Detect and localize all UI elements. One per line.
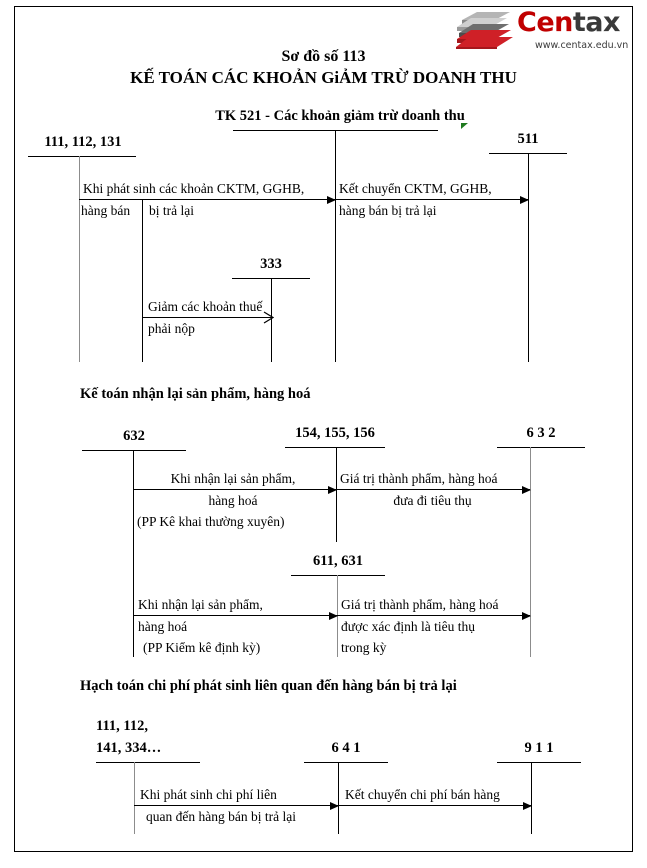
account-641-label: 6 4 1 [331,740,361,756]
account-111-112-141-334-label-line2: 141, 334… [96,740,162,756]
account-632-left-bar [82,450,186,451]
flow-giatri-xacdinh-line3: trong kỳ [341,640,387,655]
account-333-label: 333 [260,256,282,272]
flow-nhanlai-kkdk-line3: (PP Kiểm kê định kỳ) [143,640,261,655]
logo-website-url: www.centax.edu.vn [535,40,629,51]
flow-nhanlai-kkdk-line1: Khi nhận lại sản phẩm, [138,597,263,612]
flow-nhanlai-kkx-line1: Khi nhận lại sản phẩm, [170,471,296,486]
flow-ketchuyen-cpbh-arrow [338,805,531,806]
account-154-155-156-bar [285,447,385,448]
account-111-112-141-334-bar [96,762,200,763]
centax-wordmark [517,6,620,40]
flow-giatri-tieuthu-line1: Giá trị thành phẩm, hàng hoá [340,471,498,486]
account-511-label: 511 [517,131,539,147]
flow-ckmt-label-line2a: hàng bán [81,203,131,218]
flow-ckmt-label-line1: Khi phát sinh các khoản CKTM, GGHB, [83,181,305,196]
section2-heading: Kế toán nhận lại sản phẩm, hàng hoá [80,386,311,402]
account-611-631-label: 611, 631 [313,553,363,569]
logo-tax-text: tax [572,7,620,38]
flow-chiphi-line2: quan đến hàng bán bị trả lại [146,809,296,824]
account-154-155-156-vline [336,447,337,542]
account-641-vline [338,762,339,834]
flow-giatri-tieuthu-line2: đưa đi tiêu thụ [393,493,472,508]
account-911-vline [531,762,532,834]
account-632-right-label: 6 3 2 [526,425,556,441]
flow-nhanlai-kkx-line2: hàng hoá [208,493,258,508]
flow-giamthue-arrowhead-icon [263,311,274,324]
account-111-112-141-334-vline [134,762,135,834]
account-tk521-vline [335,130,336,362]
green-marker-icon [461,123,468,129]
account-tk521-label: TK 521 - Các khoản giảm trừ doanh thu [215,108,465,124]
flow-ketchuyen-cpbh-line1: Kết chuyển chi phí bán hàng [345,787,500,802]
account-641-bar [304,762,388,763]
account-632-right-vline [530,447,531,657]
account-111-112-131-label: 111, 112, 131 [44,134,122,150]
account-111-112-131-bar [28,156,136,157]
account-911-label: 9 1 1 [524,740,554,756]
account-111-112-131-vline [79,156,80,362]
flow-chiphi-line1: Khi phát sinh chi phí liên [140,787,277,802]
account-632-left-label: 632 [123,428,145,444]
centax-logo-mark [455,10,517,50]
flow-ckmt-label-line2b: bị trả lại [149,203,194,218]
flow-giamthue-label-line2: phải nộp [148,321,195,336]
account-111-112-141-334-label-line1: 111, 112, [96,718,148,734]
account-511-vline [528,153,529,362]
account-611-631-bar [291,575,385,576]
account-632-right-bar [497,447,585,448]
flow-giatri-xacdinh-line2: được xác định là tiêu thụ [341,619,476,634]
flow-ketchuyen-label-line1: Kết chuyển CKTM, GGHB, [339,181,492,196]
flow-nhanlai-kkx-line3: (PP Kê khai thường xuyên) [137,514,285,529]
page-title: KẾ TOÁN CÁC KHOẢN GiẢM TRỪ DOANH THU [130,68,517,87]
account-911-bar [497,762,581,763]
section3-heading: Hạch toán chi phí phát sinh liên quan đến hàng bán bị trả lại [80,678,457,694]
diagram-number: Sơ đồ số 113 [281,48,366,65]
section1-inner-vline [142,199,143,362]
logo-cen-text: Cen [517,7,573,38]
flow-giatri-xacdinh-line1: Giá trị thành phẩm, hàng hoá [341,597,499,612]
flow-giamthue-label-line1: Giảm các khoản thuế [148,299,263,314]
account-154-155-156-label: 154, 155, 156 [295,425,375,441]
flow-ketchuyen-label-line2: hàng bán bị trả lại [339,203,437,218]
flow-nhanlai-kkdk-line2: hàng hoá [138,619,188,634]
